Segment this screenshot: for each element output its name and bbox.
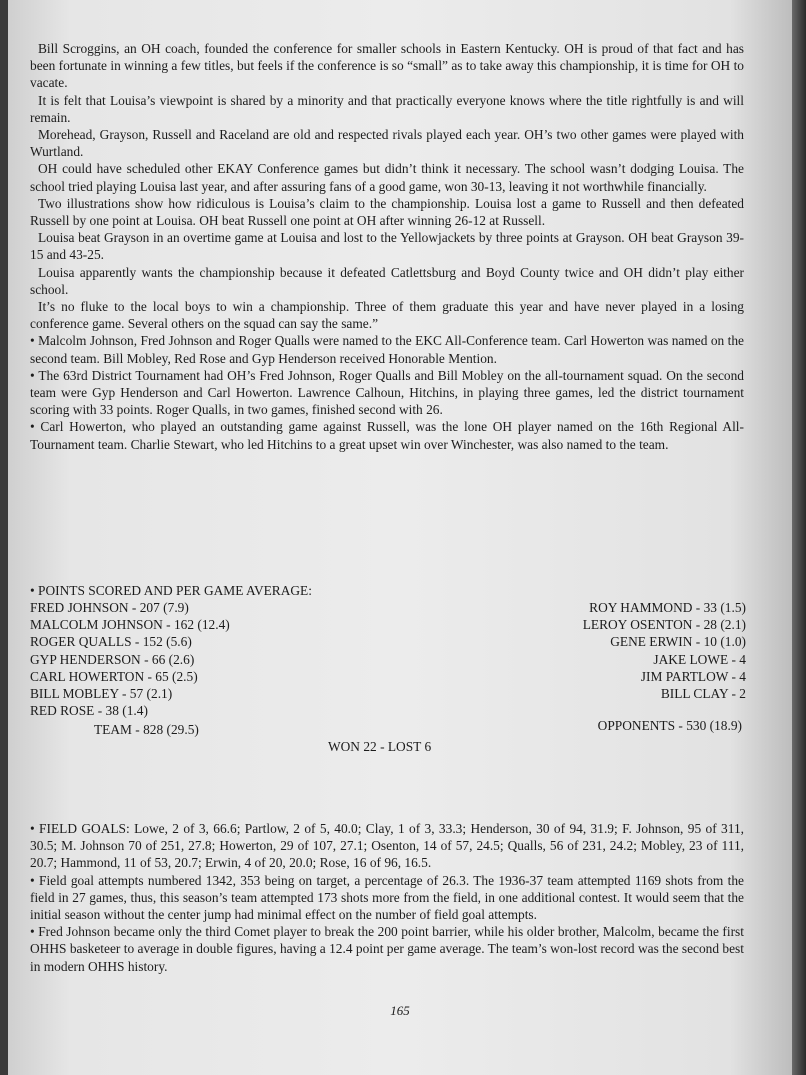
bullet-paragraph: • Malcolm Johnson, Fred Johnson and Roger Qualls were named to the EKC All-Conference team. Carl Howerton was named on the second team. Bill Mobley, Red Rose and Gyp Henderson received Honorable Mention. (30, 333, 744, 366)
bullet-paragraph: • Fred Johnson became only the third Comet player to break the 200 point barrier, while his older brother, Malcolm, became the first OHHS basketeer to average in double figures, having a 12.4 point per game average. The team’s won-lost record was the second best in modern OHHS history. (30, 924, 744, 974)
paragraph: Louisa apparently wants the championship because it defeated Catlettsburg and Boyd County twice and OH didn’t play either school. (30, 264, 744, 297)
player-stat: JAKE LOWE - 4 (653, 651, 746, 667)
player-stat: JIM PARTLOW - 4 (640, 668, 746, 684)
paragraph: OH could have scheduled other EKAY Conference games but didn’t think it necessary. The school wasn’t dodging Louisa. The school tried playing Louisa last year, and after assuring fans of a good game, won 30-13, leaving it not worthwhile financially. (30, 161, 744, 194)
player-stat: ROGER QUALLS - 152 (5.6) (30, 634, 192, 650)
paragraph: It’s no fluke to the local boys to win a championship. Three of them graduate this year and have never played in a losing conference game. Several others on the squad can say the same.” (30, 299, 744, 332)
bullet-paragraph: • Field goal attempts numbered 1342, 353 being on target, a percentage of 26.3. The 1936-37 team attempted 1169 shots from the field in 27 games, thus, this season’s team attempted 173 shots more from the field, in one additional contest. It would seem that the initial season without the center jump had minimal effect on the number of field goal attempts. (30, 872, 744, 923)
player-stat: GYP HENDERSON - 66 (2.6) (30, 651, 195, 667)
season-record: WON 22 - LOST 6 (328, 739, 432, 754)
field-goals-section (30, 820, 744, 975)
article-body (30, 40, 744, 453)
player-stat: BILL CLAY - 2 (660, 686, 746, 702)
paragraph: Morehead, Grayson, Russell and Raceland are old and respected rivals played each year. OH’s two other games were played with Wurtland. (30, 127, 744, 160)
bullet-paragraph: • The 63rd District Tournament had OH’s Fred Johnson, Roger Qualls and Bill Mobley on the all-tournament squad. On the second team were Gyp Henderson and Carl Howerton. Lawrence Calhoun, Hitchins, in playing three games, led the district tournament scoring with 33 points. Roger Qualls, in two games, finished second with 26. (30, 367, 744, 418)
player-stat: MALCOLM JOHNSON - 162 (12.4) (30, 617, 230, 633)
player-stat: BILL MOBLEY - 57 (2.1) (30, 686, 173, 702)
stats-heading: • POINTS SCORED AND PER GAME AVERAGE: (30, 583, 312, 598)
player-stat: FRED JOHNSON - 207 (7.9) (30, 600, 189, 615)
player-stat: LEROY OSENTON - 28 (2.1) (582, 617, 746, 633)
player-stat: RED ROSE - 38 (1.4) (30, 703, 148, 719)
team-total: TEAM - 828 (29.5) (94, 722, 199, 737)
player-stat: CARL HOWERTON - 65 (2.5) (30, 668, 198, 684)
paragraph: It is felt that Louisa’s viewpoint is shared by a minority and that practically everyone knows where the title rightfully is and will remain. (30, 92, 744, 125)
page-number: 165 (390, 1003, 410, 1018)
paragraph: Two illustrations show how ridiculous is Louisa’s claim to the championship. Louisa lost a game to Russell and then defeated Russell by one point at Louisa. OH beat Russell one point at OH after winning 26-12 at Russell. (30, 195, 744, 229)
bullet-paragraph: • Carl Howerton, who played an outstanding game against Russell, was the lone OH player named on the 16th Regional All-Tournament team. Charlie Stewart, who led Hitchins to a great upset win over Winchester, was also named to the team. (30, 419, 744, 452)
stats-right-column (583, 599, 746, 702)
bullet-paragraph: • FIELD GOALS: Lowe, 2 of 3, 66.6; Partlow, 2 of 5, 40.0; Clay, 1 of 3, 33.3; Henderson, 30 of 94, 31.9; F. Johnson, 95 of 311, 30.5; M. Johnson 70 of 251, 27.8; Howerton, 29 of 107, 27.1; Osenton, 14 of 57, 24.5; Qualls, 56 of 231, 24.2; Mobley, 23 of 111, 20.7; Hammond, 11 of 53, 20.7; Erwin, 4 of 20, 20.0; Rose, 16 of 96, 16.5. (30, 821, 744, 871)
player-stat: GENE ERWIN - 10 (1.0) (610, 634, 746, 650)
page-edge (792, 0, 806, 1075)
book-page (8, 0, 792, 1075)
opponents-total: OPPONENTS - 530 (18.9) (597, 718, 742, 733)
points-scored-section (30, 582, 746, 762)
stats-left-column (30, 599, 230, 719)
paragraph: Louisa beat Grayson in an overtime game at Louisa and lost to the Yellowjackets by three points at Grayson. OH beat Grayson 39-15 and 43-25. (30, 230, 744, 263)
paragraph: Bill Scroggins, an OH coach, founded the conference for smaller schools in Eastern Kentucky. OH is proud of that fact and has been fortunate in winning a few titles, but feels if the conference is so “small” as to take away this championship, it is time for OH to vacate. (30, 41, 744, 91)
player-stat: ROY HAMMOND - 33 (1.5) (589, 600, 746, 615)
